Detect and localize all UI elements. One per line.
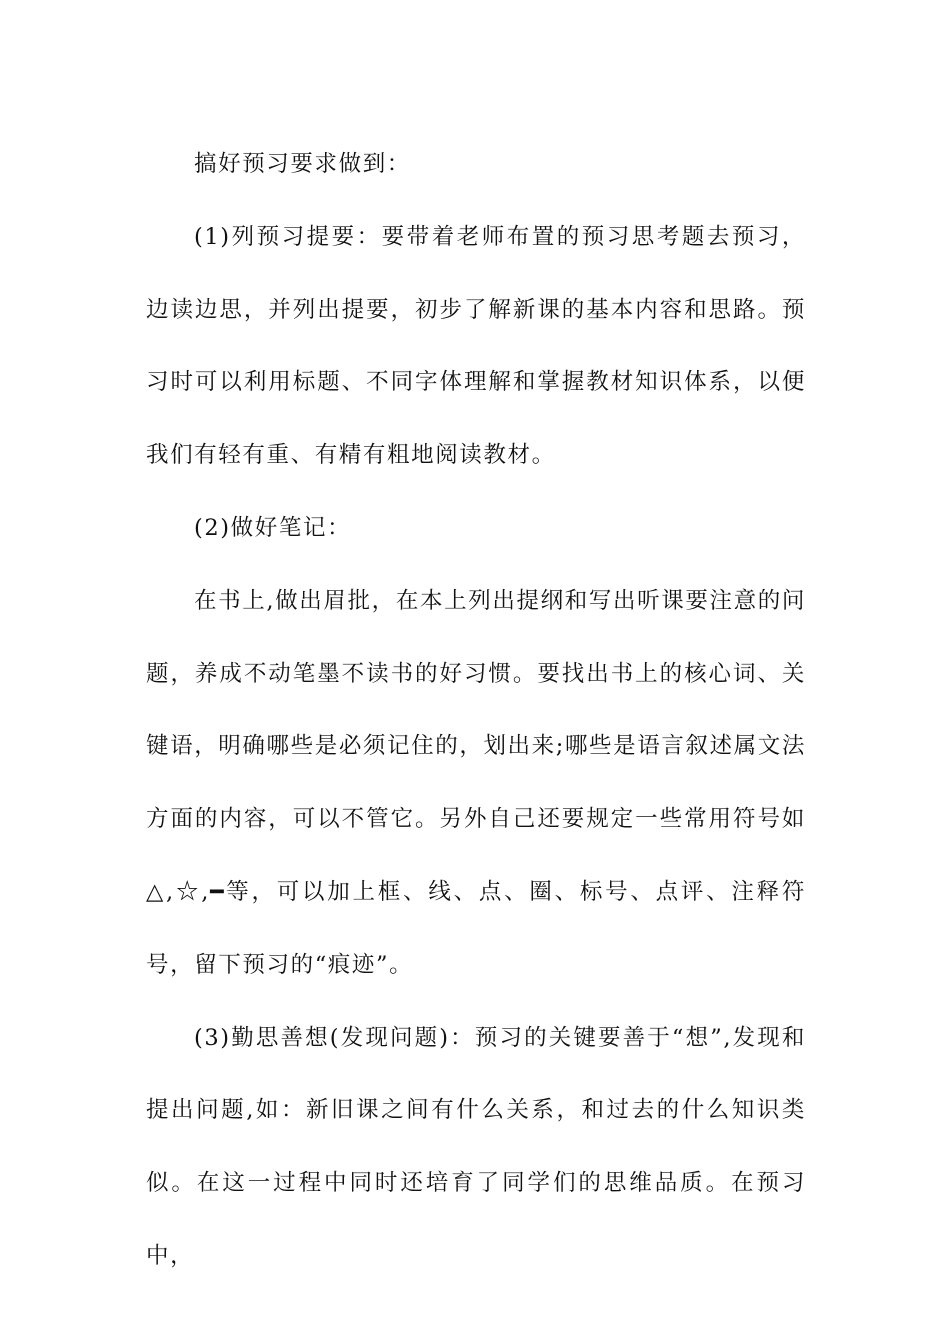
document-body: [146, 128, 806, 1293]
paragraph-notes-heading: (2)做好笔记：: [194, 514, 352, 541]
paragraph-intro: 搞好预习要求做到：: [194, 151, 411, 177]
paragraph-notes-body: 在书上,做出眉批，在本上列出提纲和写出听课要注意的问题，养成不动笔墨不读书的好习惯。要找出书上的核心词、关键语，明确哪些是必须记住的，划出来;哪些是语言叙述属文法方面的内容，可以不管它。另外自己还要规定一些常用符号如△,☆,━等，可以加上框、线、点、圈、标号、点评、注释符号，留下预习的“痕迹”。: [146, 587, 806, 978]
paragraph-think-questions: (3)勤思善想(发现问题)：预习的关键要善于“想”,发现和提出问题,如：新旧课之间有什么关系，和过去的什么知识类似。在这一过程中同时还培育了同学们的思维品质。在预习中，: [146, 1024, 806, 1269]
paragraph-preview-outline: (1)列预习提要：要带着老师布置的预习思考题去预习，边读边思，并列出提要，初步了解新课的基本内容和思路。预习时可以利用标题、不同字体理解和掌握教材知识体系，以便我们有轻有重、有精有粗地阅读教材。: [146, 223, 806, 469]
